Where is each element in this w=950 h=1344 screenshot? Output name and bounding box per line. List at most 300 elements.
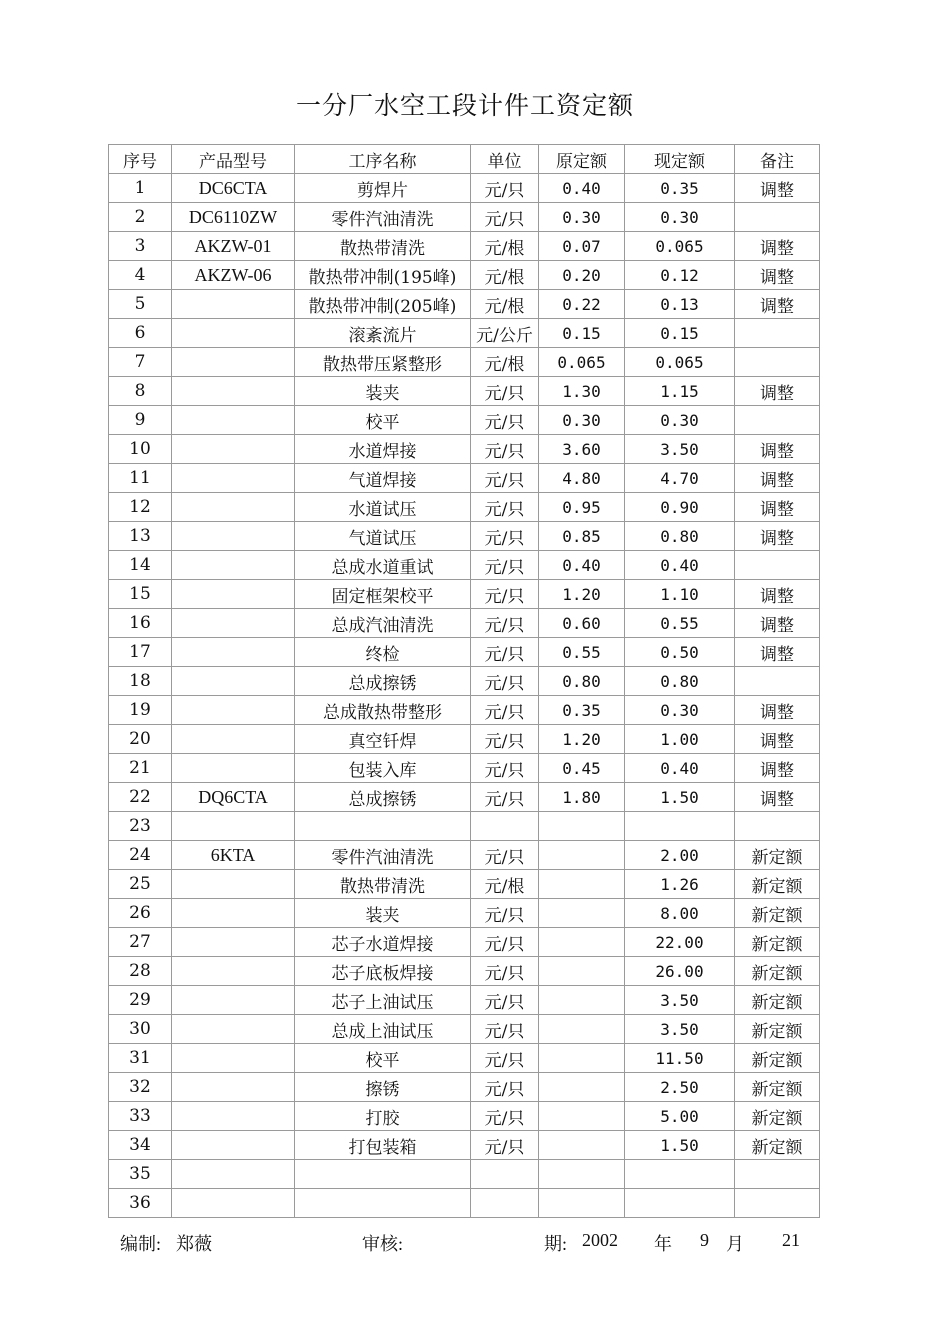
current-quota-cell: 8.00 bbox=[625, 899, 735, 928]
original-quota-cell bbox=[539, 1189, 625, 1218]
row-number-cell: 26 bbox=[109, 899, 172, 928]
remark-cell: 调整 bbox=[735, 754, 820, 783]
current-quota-cell: 0.90 bbox=[625, 493, 735, 522]
process-name-cell: 芯子底板焊接 bbox=[295, 957, 471, 986]
current-quota-cell: 0.13 bbox=[625, 290, 735, 319]
remark-cell: 新定额 bbox=[735, 1015, 820, 1044]
original-quota-cell: 0.40 bbox=[539, 174, 625, 203]
row-number-cell: 20 bbox=[109, 725, 172, 754]
header-cell: 产品型号 bbox=[172, 145, 295, 174]
product-model-cell: AKZW-06 bbox=[172, 261, 295, 290]
unit-cell: 元/只 bbox=[471, 464, 539, 493]
product-model-cell bbox=[172, 464, 295, 493]
unit-cell: 元/根 bbox=[471, 232, 539, 261]
original-quota-cell: 0.60 bbox=[539, 609, 625, 638]
row-number-cell: 11 bbox=[109, 464, 172, 493]
unit-cell: 元/根 bbox=[471, 261, 539, 290]
unit-cell: 元/只 bbox=[471, 580, 539, 609]
product-model-cell bbox=[172, 1015, 295, 1044]
remark-cell: 调整 bbox=[735, 493, 820, 522]
process-name-cell: 装夹 bbox=[295, 899, 471, 928]
original-quota-cell: 0.07 bbox=[539, 232, 625, 261]
unit-cell: 元/根 bbox=[471, 290, 539, 319]
table-row bbox=[109, 290, 820, 319]
original-quota-cell: 1.20 bbox=[539, 725, 625, 754]
original-quota-cell: 0.80 bbox=[539, 667, 625, 696]
product-model-cell: DQ6CTA bbox=[172, 783, 295, 812]
product-model-cell bbox=[172, 696, 295, 725]
remark-cell: 新定额 bbox=[735, 841, 820, 870]
date-year-unit: 年 bbox=[654, 1234, 672, 1254]
current-quota-cell: 1.00 bbox=[625, 725, 735, 754]
unit-cell: 元/只 bbox=[471, 841, 539, 870]
current-quota-cell: 1.10 bbox=[625, 580, 735, 609]
product-model-cell bbox=[172, 319, 295, 348]
product-model-cell: 6KTA bbox=[172, 841, 295, 870]
product-model-cell bbox=[172, 986, 295, 1015]
row-number-cell: 19 bbox=[109, 696, 172, 725]
current-quota-cell: 0.30 bbox=[625, 696, 735, 725]
table-row bbox=[109, 1073, 820, 1102]
table-row bbox=[109, 348, 820, 377]
original-quota-cell: 1.20 bbox=[539, 580, 625, 609]
current-quota-cell: 0.12 bbox=[625, 261, 735, 290]
remark-cell bbox=[735, 1160, 820, 1189]
header-cell: 原定额 bbox=[539, 145, 625, 174]
process-name-cell: 散热带冲制(195峰) bbox=[295, 261, 471, 290]
table-header-row bbox=[109, 145, 820, 174]
process-name-cell: 包装入库 bbox=[295, 754, 471, 783]
header-cell: 备注 bbox=[735, 145, 820, 174]
current-quota-cell: 1.50 bbox=[625, 1131, 735, 1160]
unit-cell: 元/只 bbox=[471, 174, 539, 203]
remark-cell: 调整 bbox=[735, 464, 820, 493]
row-number-cell: 15 bbox=[109, 580, 172, 609]
original-quota-cell bbox=[539, 928, 625, 957]
table-row bbox=[109, 1189, 820, 1218]
row-number-cell: 10 bbox=[109, 435, 172, 464]
original-quota-cell: 4.80 bbox=[539, 464, 625, 493]
row-number-cell: 8 bbox=[109, 377, 172, 406]
process-name-cell: 总成擦锈 bbox=[295, 667, 471, 696]
process-name-cell: 散热带压紧整形 bbox=[295, 348, 471, 377]
process-name-cell: 零件汽油清洗 bbox=[295, 203, 471, 232]
original-quota-cell: 0.95 bbox=[539, 493, 625, 522]
remark-cell: 新定额 bbox=[735, 986, 820, 1015]
remark-cell bbox=[735, 551, 820, 580]
table-row bbox=[109, 406, 820, 435]
row-number-cell: 6 bbox=[109, 319, 172, 348]
unit-cell: 元/只 bbox=[471, 899, 539, 928]
product-model-cell bbox=[172, 377, 295, 406]
row-number-cell: 23 bbox=[109, 812, 172, 841]
process-name-cell: 固定框架校平 bbox=[295, 580, 471, 609]
remark-cell: 新定额 bbox=[735, 870, 820, 899]
original-quota-cell: 0.40 bbox=[539, 551, 625, 580]
row-number-cell: 35 bbox=[109, 1160, 172, 1189]
remark-cell bbox=[735, 406, 820, 435]
table-row bbox=[109, 667, 820, 696]
process-name-cell: 散热带清洗 bbox=[295, 232, 471, 261]
current-quota-cell: 1.50 bbox=[625, 783, 735, 812]
unit-cell: 元/根 bbox=[471, 348, 539, 377]
original-quota-cell bbox=[539, 1073, 625, 1102]
process-name-cell bbox=[295, 812, 471, 841]
unit-cell: 元/只 bbox=[471, 725, 539, 754]
row-number-cell: 21 bbox=[109, 754, 172, 783]
remark-cell bbox=[735, 348, 820, 377]
date-day: 21 bbox=[782, 1230, 800, 1250]
process-name-cell: 打包装箱 bbox=[295, 1131, 471, 1160]
current-quota-cell: 0.55 bbox=[625, 609, 735, 638]
product-model-cell bbox=[172, 493, 295, 522]
original-quota-cell: 0.15 bbox=[539, 319, 625, 348]
remark-cell: 新定额 bbox=[735, 899, 820, 928]
table-row bbox=[109, 319, 820, 348]
current-quota-cell: 0.15 bbox=[625, 319, 735, 348]
current-quota-cell bbox=[625, 812, 735, 841]
row-number-cell: 17 bbox=[109, 638, 172, 667]
remark-cell: 新定额 bbox=[735, 957, 820, 986]
row-number-cell: 13 bbox=[109, 522, 172, 551]
current-quota-cell: 0.065 bbox=[625, 232, 735, 261]
original-quota-cell: 1.30 bbox=[539, 377, 625, 406]
process-name-cell bbox=[295, 1160, 471, 1189]
header-cell: 序号 bbox=[109, 145, 172, 174]
product-model-cell bbox=[172, 290, 295, 319]
header-cell: 现定额 bbox=[625, 145, 735, 174]
remark-cell: 调整 bbox=[735, 522, 820, 551]
original-quota-cell bbox=[539, 1160, 625, 1189]
product-model-cell bbox=[172, 348, 295, 377]
process-name-cell: 芯子上油试压 bbox=[295, 986, 471, 1015]
process-name-cell: 总成擦锈 bbox=[295, 783, 471, 812]
process-name-cell: 气道焊接 bbox=[295, 464, 471, 493]
current-quota-cell: 26.00 bbox=[625, 957, 735, 986]
table-body bbox=[109, 174, 820, 1218]
unit-cell: 元/只 bbox=[471, 667, 539, 696]
unit-cell: 元/只 bbox=[471, 957, 539, 986]
process-name-cell: 气道试压 bbox=[295, 522, 471, 551]
current-quota-cell: 2.50 bbox=[625, 1073, 735, 1102]
product-model-cell bbox=[172, 580, 295, 609]
remark-cell bbox=[735, 203, 820, 232]
original-quota-cell bbox=[539, 870, 625, 899]
table-row bbox=[109, 1131, 820, 1160]
table-row bbox=[109, 522, 820, 551]
table-row bbox=[109, 1160, 820, 1189]
current-quota-cell: 2.00 bbox=[625, 841, 735, 870]
product-model-cell bbox=[172, 1189, 295, 1218]
remark-cell: 调整 bbox=[735, 435, 820, 464]
table-row bbox=[109, 435, 820, 464]
current-quota-cell: 22.00 bbox=[625, 928, 735, 957]
process-name-cell: 水道焊接 bbox=[295, 435, 471, 464]
product-model-cell bbox=[172, 609, 295, 638]
unit-cell: 元/只 bbox=[471, 493, 539, 522]
process-name-cell: 真空钎焊 bbox=[295, 725, 471, 754]
process-name-cell: 总成汽油清洗 bbox=[295, 609, 471, 638]
current-quota-cell bbox=[625, 1160, 735, 1189]
current-quota-cell: 0.30 bbox=[625, 203, 735, 232]
remark-cell: 新定额 bbox=[735, 1102, 820, 1131]
original-quota-cell: 0.22 bbox=[539, 290, 625, 319]
process-name-cell: 散热带清洗 bbox=[295, 870, 471, 899]
table-row bbox=[109, 232, 820, 261]
remark-cell: 调整 bbox=[735, 609, 820, 638]
remark-cell: 调整 bbox=[735, 261, 820, 290]
remark-cell: 调整 bbox=[735, 580, 820, 609]
remark-cell: 调整 bbox=[735, 783, 820, 812]
original-quota-cell: 0.85 bbox=[539, 522, 625, 551]
unit-cell: 元/只 bbox=[471, 1102, 539, 1131]
original-quota-cell bbox=[539, 899, 625, 928]
row-number-cell: 25 bbox=[109, 870, 172, 899]
row-number-cell: 32 bbox=[109, 1073, 172, 1102]
product-model-cell: DC6110ZW bbox=[172, 203, 295, 232]
product-model-cell bbox=[172, 551, 295, 580]
current-quota-cell: 4.70 bbox=[625, 464, 735, 493]
unit-cell: 元/只 bbox=[471, 435, 539, 464]
row-number-cell: 30 bbox=[109, 1015, 172, 1044]
process-name-cell: 水道试压 bbox=[295, 493, 471, 522]
remark-cell bbox=[735, 1189, 820, 1218]
table-row bbox=[109, 638, 820, 667]
original-quota-cell bbox=[539, 841, 625, 870]
row-number-cell: 27 bbox=[109, 928, 172, 957]
row-number-cell: 1 bbox=[109, 174, 172, 203]
unit-cell: 元/只 bbox=[471, 783, 539, 812]
original-quota-cell bbox=[539, 1131, 625, 1160]
unit-cell: 元/只 bbox=[471, 522, 539, 551]
process-name-cell: 总成上油试压 bbox=[295, 1015, 471, 1044]
original-quota-cell: 3.60 bbox=[539, 435, 625, 464]
row-number-cell: 7 bbox=[109, 348, 172, 377]
row-number-cell: 33 bbox=[109, 1102, 172, 1131]
unit-cell: 元/只 bbox=[471, 1015, 539, 1044]
product-model-cell bbox=[172, 899, 295, 928]
unit-cell: 元/公斤 bbox=[471, 319, 539, 348]
original-quota-cell: 0.065 bbox=[539, 348, 625, 377]
remark-cell: 调整 bbox=[735, 174, 820, 203]
current-quota-cell: 0.80 bbox=[625, 667, 735, 696]
row-number-cell: 9 bbox=[109, 406, 172, 435]
remark-cell: 调整 bbox=[735, 232, 820, 261]
remark-cell bbox=[735, 812, 820, 841]
current-quota-cell: 3.50 bbox=[625, 986, 735, 1015]
product-model-cell bbox=[172, 1073, 295, 1102]
process-name-cell: 滚紊流片 bbox=[295, 319, 471, 348]
unit-cell: 元/只 bbox=[471, 551, 539, 580]
unit-cell: 元/只 bbox=[471, 1131, 539, 1160]
process-name-cell: 总成水道重试 bbox=[295, 551, 471, 580]
current-quota-cell bbox=[625, 1189, 735, 1218]
header-cell: 工序名称 bbox=[295, 145, 471, 174]
current-quota-cell: 3.50 bbox=[625, 1015, 735, 1044]
table-row bbox=[109, 783, 820, 812]
original-quota-cell bbox=[539, 812, 625, 841]
table-row bbox=[109, 957, 820, 986]
row-number-cell: 22 bbox=[109, 783, 172, 812]
original-quota-cell: 1.80 bbox=[539, 783, 625, 812]
remark-cell: 调整 bbox=[735, 725, 820, 754]
current-quota-cell: 3.50 bbox=[625, 435, 735, 464]
row-number-cell: 29 bbox=[109, 986, 172, 1015]
remark-cell bbox=[735, 667, 820, 696]
original-quota-cell: 0.35 bbox=[539, 696, 625, 725]
unit-cell: 元/只 bbox=[471, 1073, 539, 1102]
unit-cell: 元/只 bbox=[471, 696, 539, 725]
row-number-cell: 4 bbox=[109, 261, 172, 290]
remark-cell: 调整 bbox=[735, 377, 820, 406]
table-row bbox=[109, 1015, 820, 1044]
process-name-cell: 校平 bbox=[295, 1044, 471, 1073]
row-number-cell: 24 bbox=[109, 841, 172, 870]
table-row bbox=[109, 928, 820, 957]
date-label: 期: bbox=[544, 1234, 568, 1254]
process-name-cell: 芯子水道焊接 bbox=[295, 928, 471, 957]
product-model-cell bbox=[172, 812, 295, 841]
product-model-cell bbox=[172, 725, 295, 754]
original-quota-cell bbox=[539, 1102, 625, 1131]
current-quota-cell: 0.40 bbox=[625, 754, 735, 783]
product-model-cell: DC6CTA bbox=[172, 174, 295, 203]
process-name-cell: 剪焊片 bbox=[295, 174, 471, 203]
current-quota-cell: 1.15 bbox=[625, 377, 735, 406]
remark-cell: 调整 bbox=[735, 290, 820, 319]
product-model-cell bbox=[172, 1044, 295, 1073]
current-quota-cell: 0.40 bbox=[625, 551, 735, 580]
editor-label: 编制: bbox=[120, 1234, 162, 1254]
original-quota-cell: 0.20 bbox=[539, 261, 625, 290]
process-name-cell: 装夹 bbox=[295, 377, 471, 406]
row-number-cell: 31 bbox=[109, 1044, 172, 1073]
unit-cell: 元/只 bbox=[471, 928, 539, 957]
current-quota-cell: 11.50 bbox=[625, 1044, 735, 1073]
table-row bbox=[109, 870, 820, 899]
process-name-cell: 总成散热带整形 bbox=[295, 696, 471, 725]
unit-cell bbox=[471, 812, 539, 841]
editor-name: 郑薇 bbox=[176, 1234, 212, 1254]
document-title: 一分厂水空工段计件工资定额 bbox=[295, 91, 634, 120]
unit-cell: 元/只 bbox=[471, 986, 539, 1015]
table-row bbox=[109, 203, 820, 232]
product-model-cell: AKZW-01 bbox=[172, 232, 295, 261]
row-number-cell: 5 bbox=[109, 290, 172, 319]
process-name-cell: 擦锈 bbox=[295, 1073, 471, 1102]
row-number-cell: 36 bbox=[109, 1189, 172, 1218]
remark-cell: 新定额 bbox=[735, 1044, 820, 1073]
unit-cell: 元/根 bbox=[471, 870, 539, 899]
original-quota-cell: 0.30 bbox=[539, 203, 625, 232]
table-row bbox=[109, 464, 820, 493]
row-number-cell: 16 bbox=[109, 609, 172, 638]
table-row bbox=[109, 1102, 820, 1131]
product-model-cell bbox=[172, 667, 295, 696]
unit-cell bbox=[471, 1189, 539, 1218]
unit-cell bbox=[471, 1160, 539, 1189]
table-row bbox=[109, 551, 820, 580]
unit-cell: 元/只 bbox=[471, 638, 539, 667]
remark-cell: 调整 bbox=[735, 638, 820, 667]
table-row bbox=[109, 696, 820, 725]
unit-cell: 元/只 bbox=[471, 1044, 539, 1073]
table-row bbox=[109, 609, 820, 638]
table-row bbox=[109, 899, 820, 928]
review-label: 审核: bbox=[362, 1234, 404, 1254]
wage-quota-table bbox=[108, 144, 820, 1218]
table-row bbox=[109, 580, 820, 609]
product-model-cell bbox=[172, 406, 295, 435]
footer bbox=[120, 1230, 820, 1254]
unit-cell: 元/只 bbox=[471, 609, 539, 638]
row-number-cell: 3 bbox=[109, 232, 172, 261]
current-quota-cell: 0.50 bbox=[625, 638, 735, 667]
process-name-cell: 终检 bbox=[295, 638, 471, 667]
table-row bbox=[109, 493, 820, 522]
unit-cell: 元/只 bbox=[471, 754, 539, 783]
remark-cell: 调整 bbox=[735, 696, 820, 725]
product-model-cell bbox=[172, 435, 295, 464]
product-model-cell bbox=[172, 638, 295, 667]
current-quota-cell: 0.35 bbox=[625, 174, 735, 203]
original-quota-cell bbox=[539, 1015, 625, 1044]
process-name-cell bbox=[295, 1189, 471, 1218]
unit-cell: 元/只 bbox=[471, 377, 539, 406]
process-name-cell: 打胶 bbox=[295, 1102, 471, 1131]
row-number-cell: 14 bbox=[109, 551, 172, 580]
product-model-cell bbox=[172, 957, 295, 986]
table-row bbox=[109, 377, 820, 406]
product-model-cell bbox=[172, 1131, 295, 1160]
row-number-cell: 18 bbox=[109, 667, 172, 696]
original-quota-cell: 0.30 bbox=[539, 406, 625, 435]
remark-cell: 新定额 bbox=[735, 1131, 820, 1160]
table-row bbox=[109, 725, 820, 754]
date-month: 9 bbox=[700, 1230, 709, 1250]
current-quota-cell: 1.26 bbox=[625, 870, 735, 899]
row-number-cell: 34 bbox=[109, 1131, 172, 1160]
process-name-cell: 零件汽油清洗 bbox=[295, 841, 471, 870]
table-row bbox=[109, 986, 820, 1015]
original-quota-cell: 0.55 bbox=[539, 638, 625, 667]
product-model-cell bbox=[172, 870, 295, 899]
date-month-unit: 月 bbox=[726, 1234, 744, 1254]
original-quota-cell: 0.45 bbox=[539, 754, 625, 783]
remark-cell: 新定额 bbox=[735, 1073, 820, 1102]
table-row bbox=[109, 841, 820, 870]
process-name-cell: 散热带冲制(205峰) bbox=[295, 290, 471, 319]
original-quota-cell bbox=[539, 957, 625, 986]
current-quota-cell: 0.30 bbox=[625, 406, 735, 435]
date-year: 2002 bbox=[582, 1230, 618, 1250]
row-number-cell: 2 bbox=[109, 203, 172, 232]
remark-cell: 新定额 bbox=[735, 928, 820, 957]
row-number-cell: 28 bbox=[109, 957, 172, 986]
remark-cell bbox=[735, 319, 820, 348]
header-cell: 单位 bbox=[471, 145, 539, 174]
current-quota-cell: 0.80 bbox=[625, 522, 735, 551]
original-quota-cell bbox=[539, 986, 625, 1015]
product-model-cell bbox=[172, 1160, 295, 1189]
table-row bbox=[109, 261, 820, 290]
product-model-cell bbox=[172, 928, 295, 957]
unit-cell: 元/只 bbox=[471, 406, 539, 435]
product-model-cell bbox=[172, 754, 295, 783]
current-quota-cell: 0.065 bbox=[625, 348, 735, 377]
current-quota-cell: 5.00 bbox=[625, 1102, 735, 1131]
process-name-cell: 校平 bbox=[295, 406, 471, 435]
